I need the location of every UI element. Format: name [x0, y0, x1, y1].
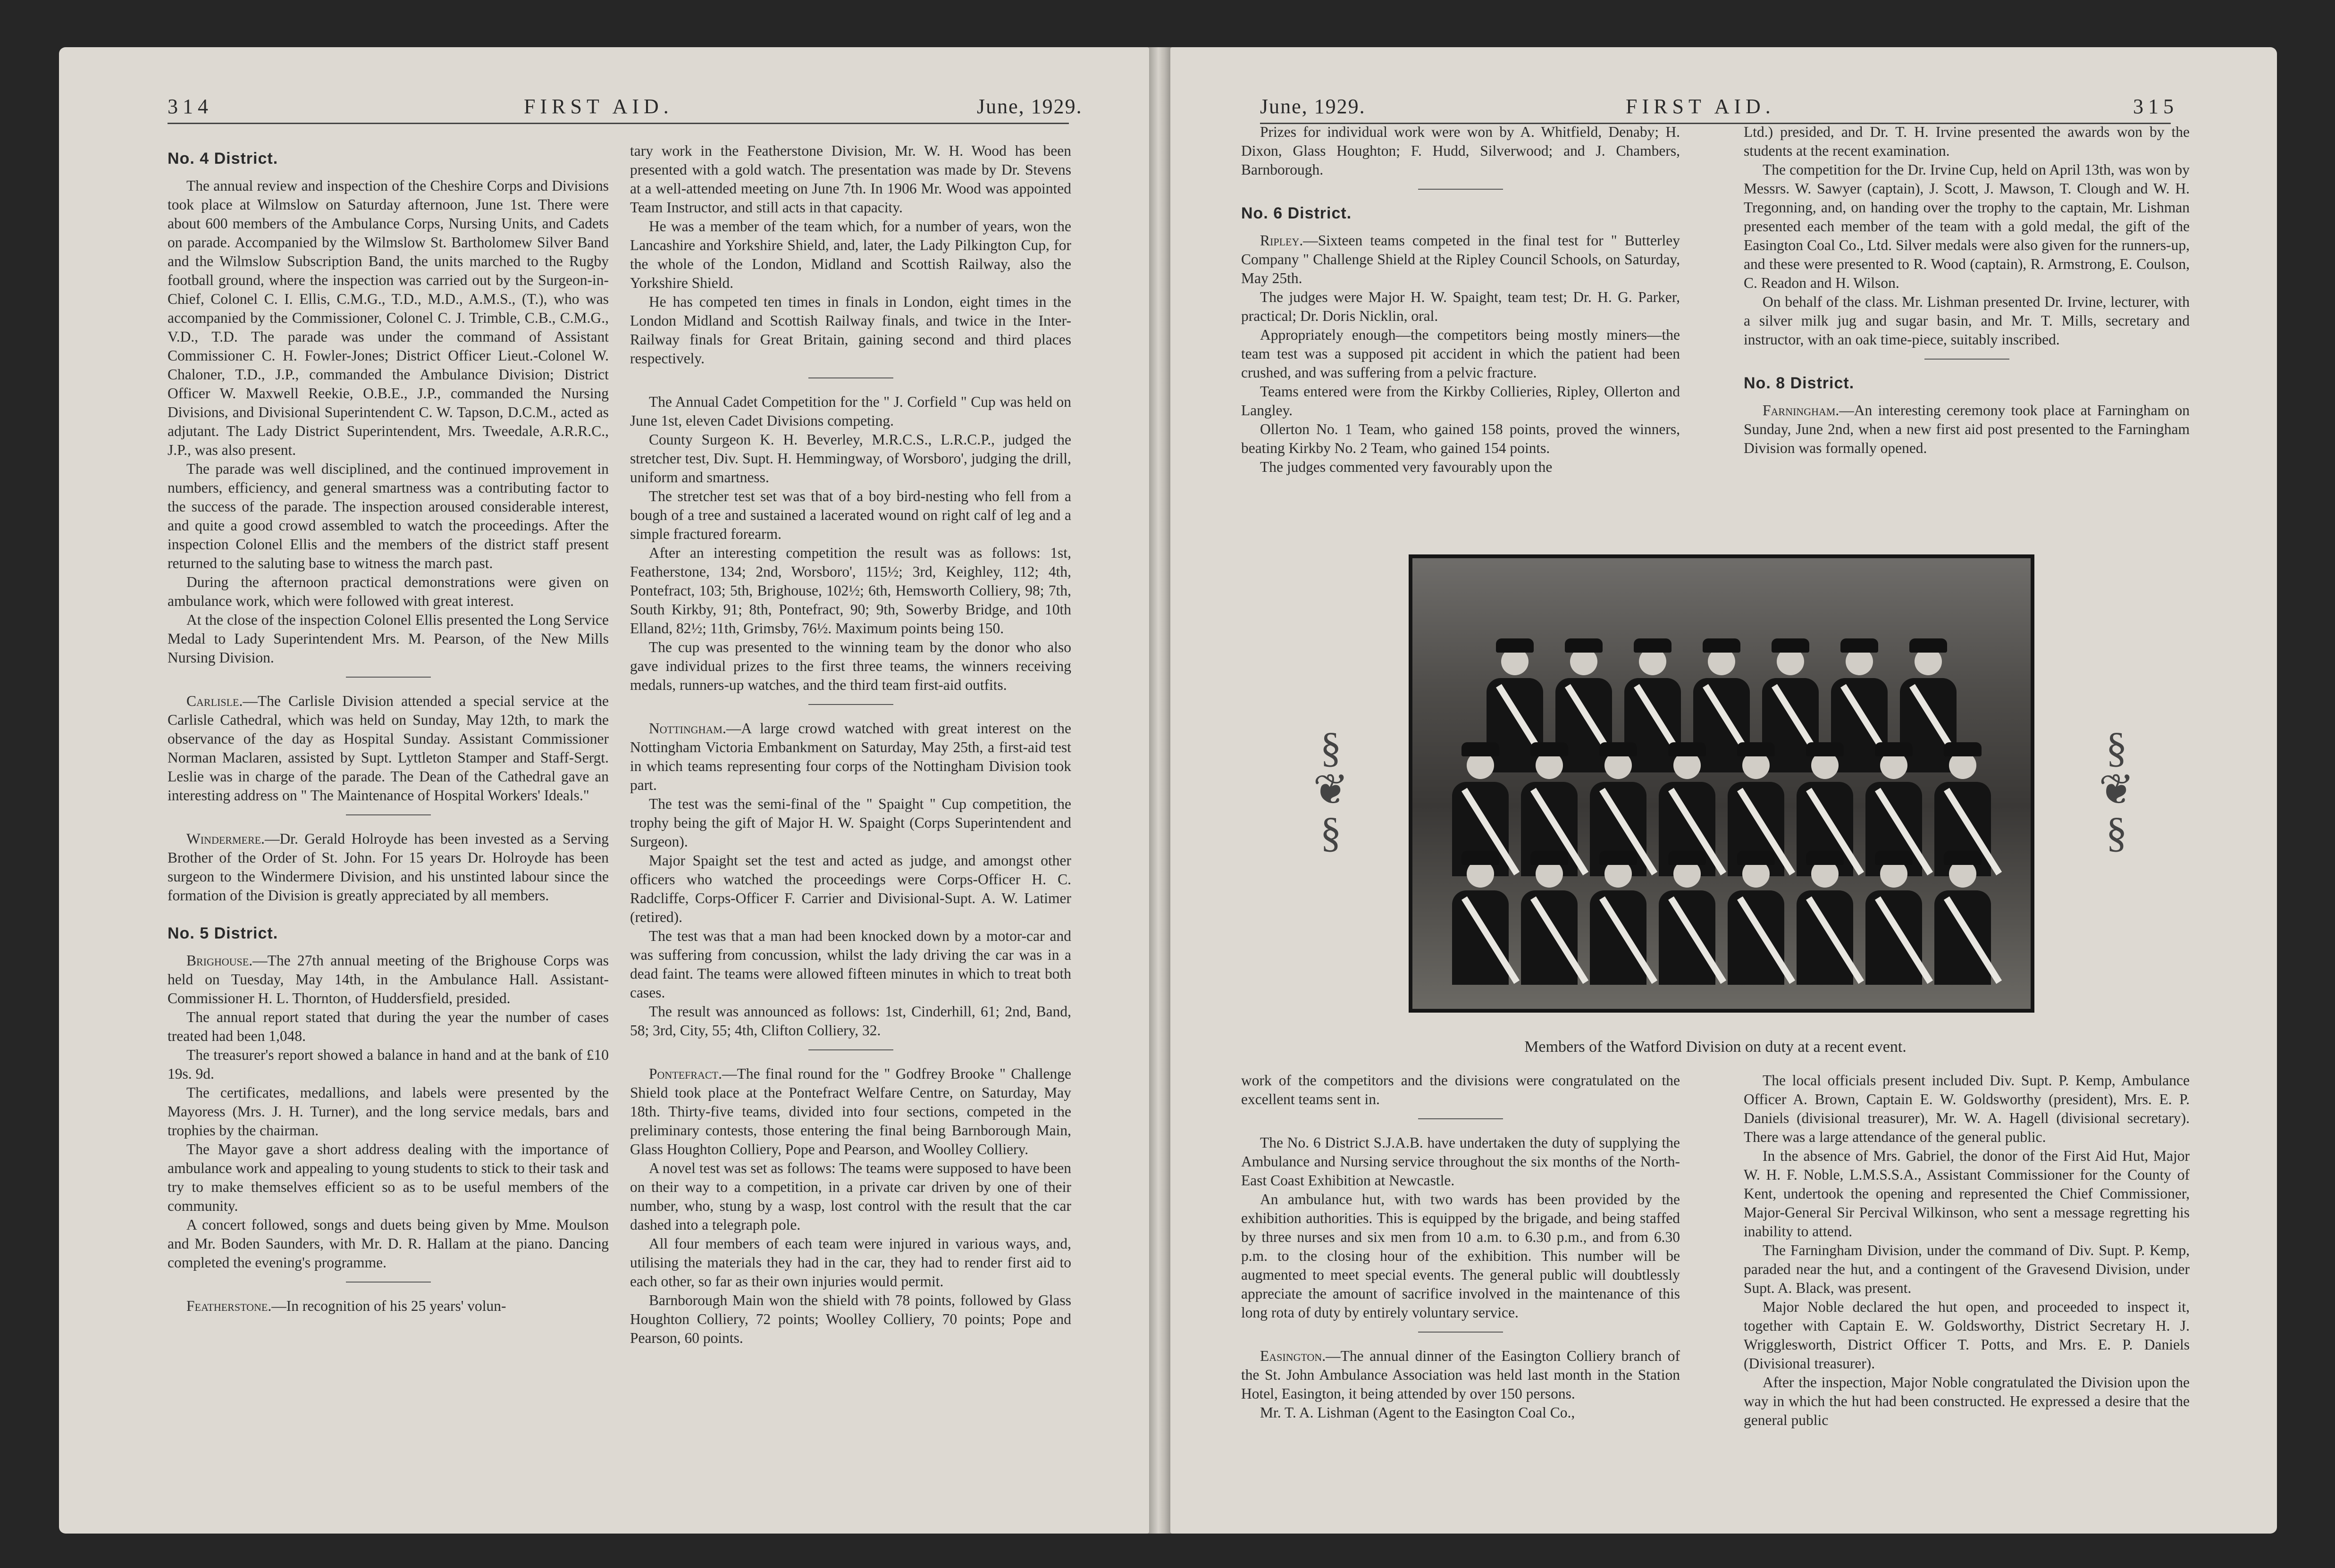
paragraph: A concert followed, songs and duets being given by Mme. Moulson and Mr. Boden Saunders, with Mr. D. R. Hallam at the piano. Dancing completed the evening's programme.: [168, 1216, 609, 1271]
sash: [1737, 897, 1795, 984]
figure: [1521, 851, 1578, 985]
paragraph: He was a member of the team which, for a number of years, won the Lancashire and Yorkshire Shield, and, later, the Lady Pilkington Cup, for the whole of the London, Midland and Scottish Railway, also the Yorkshire Shield.: [630, 218, 1071, 291]
cap: [1772, 638, 1809, 653]
journal-title-left: FIRST AID.: [524, 95, 673, 118]
uniform: [1865, 890, 1922, 985]
sash: [1461, 897, 1520, 984]
paragraph-text: —The final round for the " Godfrey Brooke " Challenge Shield took place at the Pontefract Welfare Centre, on Saturday, May 18th. Thirty-five teams, divided into four sections, competed in the preliminary contests, those entering the final being Barnborough Main, Glass Houghton Colliery, Pope and Pearson, and Woolley Colliery.: [630, 1065, 1071, 1157]
paragraph: The Annual Cadet Competition for the " J. Corfield " Cup was held on June 1st, eleven Cadet Divisions competing.: [630, 394, 1071, 429]
paragraph: In the absence of Mrs. Gabriel, the donor of the First Aid Hut, Major W. H. F. Noble, L.M.S.S.A., Assistant Commissioner for the County of Kent, undertook the opening and represented the Chief Commissioner, Major-General Sir Percival Wilkinson, who sent a message regretting his inability to attend.: [1744, 1148, 2190, 1240]
uniform: [1659, 890, 1715, 985]
sash: [1806, 897, 1864, 984]
uniform: [1728, 890, 1784, 985]
section-divider: [1418, 189, 1503, 190]
paragraph: County Surgeon K. H. Beverley, M.R.C.S., L.R.C.P., judged the stretcher test, Div. Supt. H. Hemmingway, of Worsboro', judging the drill, uniform and smartness.: [630, 431, 1071, 486]
paragraph-text: —An interesting ceremony took place at Farningham on Sunday, June 2nd, when a new first aid post presented to the Farningham Division was formally opened.: [1744, 402, 2190, 456]
cap: [1875, 851, 1913, 865]
right-column-3: [1241, 1071, 1680, 1422]
left-column-1: [168, 142, 609, 1316]
watford-division-photo: [1409, 554, 2034, 1013]
place-label: Farningham.: [1763, 402, 1839, 419]
paragraph: tary work in the Featherstone Division, Mr. W. H. Wood has been presented with a gold watch. The presentation was made by Dr. Stevens at a well-attended meeting on June 7th. In 1906 Mr. Wood was appointed Team Instructor, and still acts in that capacity.: [630, 143, 1071, 216]
district-4-heading: No. 4 District.: [168, 150, 278, 168]
section-divider: [808, 704, 893, 705]
left-column-2: [630, 142, 1071, 1348]
paragraph: A novel test was set as follows: The teams were supposed to have been on their way to a competition, in a private car driven by one of their number, who, stung by a wasp, lost control with the result that the car dashed into a telegraph pole.: [630, 1160, 1071, 1233]
issue-date-left: June, 1929.: [977, 95, 1083, 118]
cap: [1840, 638, 1878, 653]
cap: [1909, 638, 1947, 653]
easington-paragraph: [1241, 1347, 1680, 1403]
paragraph: He has competed ten times in finals in London, eight times in the London Midland and Scottish Railway finals, and twice in the Inter-Railway finals for Great Britain, gaining second and third places respectively.: [630, 293, 1071, 367]
sash: [1875, 897, 1933, 984]
paragraph: Teams entered were from the Kirkby Collieries, Ripley, Ollerton and Langley.: [1241, 383, 1680, 419]
section-divider: [808, 377, 893, 378]
book-spine: [1147, 47, 1173, 1534]
figure: [1934, 851, 1991, 985]
paragraph: The result was announced as follows: 1st, Cinderhill, 61; 2nd, Band, 58; 3rd, City, 55; 4th, Clifton Colliery, 32.: [630, 1003, 1071, 1039]
scroll-ornament-icon-right: § ❦ §: [2099, 724, 2134, 856]
paragraph: During the afternoon practical demonstrations were given on ambulance work, which were followed with great interest.: [168, 574, 609, 609]
cap: [1461, 851, 1499, 865]
right-column-2: [1744, 123, 2190, 458]
paragraph-text: —The 27th annual meeting of the Brighouse Corps was held on Tuesday, May 14th, in the Ambulance Hall. Assistant-Commissioner H. L. Thornton, of Huddersfield, presided.: [168, 952, 609, 1006]
section-divider: [346, 1282, 431, 1283]
cap: [1737, 742, 1775, 756]
cap: [1634, 638, 1671, 653]
cap: [1806, 851, 1844, 865]
scroll-ornament-icon-left: § ❦ §: [1313, 724, 1349, 856]
right-column-1: [1241, 123, 1680, 477]
paragraph: Major Noble declared the hut open, and proceeded to inspect it, together with Captain E. W. Goldsworthy, District Secretary H. J. Wrigglesworth, District Officer T. Potts, and Mrs. E. P. Daniels (Divisional treasurer).: [1744, 1299, 2190, 1372]
uniform: [1452, 890, 1509, 985]
section-divider: [808, 1049, 893, 1050]
paragraph: Ollerton No. 1 Team, who gained 158 points, proved the winners, beating Kirkby No. 2 Team, who gained 154 points.: [1241, 421, 1680, 456]
section-divider: [1924, 359, 2009, 360]
paragraph: The judges were Major H. W. Spaight, team test; Dr. H. G. Parker, practical; Dr. Doris Nicklin, oral.: [1241, 289, 1680, 324]
paragraph: The stretcher test set was that of a boy bird-nesting who fell from a bough of a tree and sustained a lacerated wound on right calf of leg and a simple fractured forearm.: [630, 488, 1071, 542]
paragraph: The local officials present included Div. Supt. P. Kemp, Ambulance Officer A. Brown, Captain E. W. Goldsworthy (president), Mrs. E. P. Daniels (divisional treasurer), Mr. W. A. Hagell (divisional secretary). There was a large attendance of the general public.: [1744, 1072, 2190, 1145]
paragraph: Ltd.) presided, and Dr. T. H. Irvine presented the awards won by the students at the recent examination.: [1744, 124, 2190, 159]
cap: [1496, 638, 1534, 653]
paragraph: The certificates, medallions, and labels were presented by the Mayoress (Mrs. J. H. Turner), and the long service medals, bars and trophies by the chairman.: [168, 1084, 609, 1139]
sash: [1944, 897, 2002, 984]
district-6-heading: No. 6 District.: [1241, 204, 1352, 222]
place-label: Easington.: [1260, 1348, 1326, 1364]
paragraph-text: —Dr. Gerald Holroyde has been invested as a Serving Brother of the Order of St. John. For 15 years Dr. Holroyde has been surgeon to the Windermere Division, and his unstinted labour since the formation of the Division is greatly appreciated by all members.: [168, 830, 609, 904]
figure: [1590, 851, 1646, 985]
photo-caption: Members of the Watford Division on duty at a recent event.: [1524, 1038, 1907, 1056]
paragraph: All four members of each team were injured in various ways, and, utilising the materials they had in the car, they had to render first aid to each other, so far as their own injuries would permit.: [630, 1235, 1071, 1290]
paragraph: The competition for the Dr. Irvine Cup, held on April 13th, was won by Messrs. W. Sawyer (captain), J. Scott, J. Mawson, T. Clough and W. H. Tregonning, and, on handing over the trophy to the captain, Mr. Lishman presented each member of the team with a gold medal, the gift of the Easington Coal Co., Ltd. Silver medals were also given for the runners-up, and these were presented to R. Wood (captain), R. Armstrong, E. Coulson, C. Readon and H. Wilson.: [1744, 161, 2190, 291]
cap: [1806, 742, 1844, 756]
sash: [1530, 897, 1588, 984]
uniform: [1934, 890, 1991, 985]
group-photograph: [1412, 558, 2031, 1009]
right-column-4: [1744, 1071, 2190, 1430]
farningham-paragraph: [1744, 401, 2190, 458]
place-label: Ripley.: [1260, 232, 1303, 249]
paragraph: The cup was presented to the winning team by the donor who also gave individual prizes to the first three teams, the winners receiving medals, runners-up watches, and the third team first-aid outfits.: [630, 639, 1071, 693]
paragraph: The annual review and inspection of the Cheshire Corps and Divisions took place at Wilmslow on Saturday afternoon, June 1st. There were about 600 members of the Ambulance Corps, Nursing Units, and Cadets on parade. Accompanied by the Wilmslow St. Bartholomew Silver Band and the Wilmslow Subscription Band, the units marched to the Rugby football ground, where the inspection was carried out by the Surgeon-in-Chief, Colonel C. I. Ellis, C.M.G., T.D., M.D., A.M.S., (T.), who was accompanied by the Commissioner, Colonel C. J. Trimble, C.B., C.M.G., V.D., T.D. The parade was under the command of Assistant Commissioner C. H. Fowler-Jones; District Officer Lieut.-Colonel W. Chaloner, T.D., J.P., commanded the Ambulance Division; District Officer W. Maxwell Reekie, O.B.E., J.P., commanded the Nursing Divisions, and Divisional Superintendent C. W. Tapson, D.C.M., acted as adjutant. The Lady District Superintendent, Mrs. Tweedale, A.R.R.C., J.P., was also present.: [168, 177, 609, 458]
brighouse-paragraph: [168, 951, 609, 1008]
windermere-paragraph: [168, 830, 609, 905]
paragraph-text: —A large crowd watched with great interest on the Nottingham Victoria Embankment on Saturday, May 25th, a first-aid test in which teams representing four corps of the Nottingham Division took part.: [630, 720, 1071, 793]
paragraph: Barnborough Main won the shield with 78 points, followed by Glass Houghton Colliery, 72 points; Woolley Colliery, 70 points; Pope and Pearson, 60 points.: [630, 1292, 1071, 1346]
cap: [1599, 851, 1637, 865]
left-running-head: [59, 94, 1149, 137]
issue-date-right: June, 1929.: [1260, 95, 1366, 118]
header-rule-left: [168, 123, 1069, 124]
paragraph: The No. 6 District S.J.A.B. have undertaken the duty of supplying the Ambulance and Nursing service throughout the six months of the North-East Coast Exhibition at Newcastle.: [1241, 1134, 1680, 1189]
featherstone-paragraph: [168, 1297, 609, 1316]
paragraph: Prizes for individual work were won by A. Whitfield, Denaby; H. Dixon, Glass Houghton; F. Hudd, Silverwood; and J. Chambers, Barnborough.: [1241, 124, 1680, 178]
photo-front-row: [1412, 851, 2031, 985]
paragraph-text: —The annual dinner of the Easington Colliery branch of the St. John Ambulance Association was held last month in the Station Hotel, Easington, it being attended by over 150 persons.: [1241, 1348, 1680, 1402]
figure: [1728, 851, 1784, 985]
cap: [1461, 742, 1499, 756]
cap: [1668, 851, 1706, 865]
cap: [1875, 742, 1913, 756]
section-divider: [346, 814, 431, 815]
figure: [1452, 851, 1509, 985]
paragraph: At the close of the inspection Colonel Ellis presented the Long Service Medal to Lady Superintendent Mrs. M. Pearson, of the New Mills Nursing Division.: [168, 612, 609, 666]
cap: [1944, 742, 1982, 756]
ripley-paragraph: [1241, 231, 1680, 288]
uniform: [1797, 890, 1853, 985]
cap: [1599, 742, 1637, 756]
cap: [1530, 851, 1568, 865]
nottingham-paragraph: [630, 719, 1071, 795]
paragraph: The test was that a man had been knocked down by a motor-car and was suffering from concussion, whilst the lady driving the car was in a dead faint. The teams were allowed fifteen minutes in which to treat both cases.: [630, 928, 1071, 1001]
uniform: [1590, 890, 1646, 985]
paragraph: The Farningham Division, under the command of Div. Supt. P. Kemp, paraded near the hut, and a contingent of the Gravesend Division, under Supt. A. Black, was present.: [1744, 1242, 2190, 1296]
uniform: [1521, 890, 1578, 985]
place-label: Carlisle.: [186, 693, 243, 709]
cap: [1565, 638, 1603, 653]
place-label: Windermere.: [186, 830, 265, 847]
paragraph: An ambulance hut, with two wards has been provided by the exhibition authorities. This is equipped by the brigade, and being staffed by three nurses and six men from 10 a.m. to 6.30 p.m., and from 6.30 p.m. to the closing hour of the exhibition. This number will be augmented to meet special events. The general public will doubtlessly appreciate the amount of sacrifice involved in the maintenance of this long rota of duty by entirely voluntary service.: [1241, 1191, 1680, 1321]
paragraph: Mr. T. A. Lishman (Agent to the Easington Coal Co.,: [1260, 1404, 1575, 1421]
section-divider: [1418, 1332, 1503, 1333]
paragraph: The Mayor gave a short address dealing with the importance of ambulance work and appealing to young students to stick to their task and try to make themselves efficient so as to be useful members of the community.: [168, 1141, 609, 1214]
paragraph: work of the competitors and the divisions were congratulated on the excellent teams sent in.: [1241, 1072, 1680, 1107]
paragraph: After the inspection, Major Noble congratulated the Division upon the way in which the hut had been constructed. He expressed a desire that the general public: [1744, 1374, 2190, 1428]
page-number-left: 314: [168, 95, 213, 118]
paragraph: After an interesting competition the result was as follows: 1st, Featherstone, 134; 2nd, Worsboro', 115½; 3rd, Keighley, 112; 4th, Pontefract, 103; 5th, Brighouse, 102½; 6th, Hemsworth Colliery, 98; 7th, South Kirkby, 91; 8th, Pontefract, 90; 9th, Sowerby Bridge, and 10th Elland, 82½; 11th, Grimsby, 76½. Maximum points being 150.: [630, 545, 1071, 637]
paragraph: The parade was well disciplined, and the continued improvement in numbers, efficiency, and general smartness was a contributing factor to the success of the parade. The inspection aroused considerable interest, and quite a good crowd assembled to watch the proceedings. After the inspection Colonel Ellis and the members of the district staff present returned to the saluting base to witness the march past.: [168, 461, 609, 571]
paragraph-text: —Sixteen teams competed in the final test for " Butterley Company " Challenge Shield at the Ripley Council Schools, on Saturday, May 25th.: [1241, 232, 1680, 286]
pontefract-paragraph: [630, 1065, 1071, 1159]
paragraph: The judges commented very favourably upon the: [1260, 459, 1553, 475]
sash: [1668, 897, 1726, 984]
figure: [1865, 851, 1922, 985]
left-page: [59, 47, 1149, 1534]
section-divider: [1418, 1118, 1503, 1119]
place-label: Featherstone.: [186, 1298, 272, 1314]
cap: [1737, 851, 1775, 865]
paragraph: Major Spaight set the test and acted as judge, and amongst other officers who watched the proceedings were Corps-Officer H. C. Radcliffe, Corps-Officer F. Carrier and Divisional-Supt. A. W. Latimer (retired).: [630, 852, 1071, 925]
district-8-heading: No. 8 District.: [1744, 374, 1855, 392]
place-label: Nottingham.: [649, 720, 726, 737]
paragraph: Appropriately enough—the competitors being mostly miners—the team test was a supposed pit accident in which the patient had been crushed, and was suffering from a pelvic fracture.: [1241, 327, 1680, 381]
paragraph: The test was the semi-final of the " Spaight " Cup competition, the trophy being the gift of Major H. W. Spaight (Corps Superintendent and Surgeon).: [630, 796, 1071, 850]
sash: [1599, 897, 1657, 984]
paragraph: The treasurer's report showed a balance in hand and at the bank of £10 19s. 9d.: [168, 1047, 609, 1082]
figure: [1659, 851, 1715, 985]
place-label: Brighouse.: [186, 952, 253, 969]
section-divider: [346, 677, 431, 678]
journal-title-right: FIRST AID.: [1626, 95, 1775, 118]
figure: [1797, 851, 1853, 985]
district-5-heading: No. 5 District.: [168, 924, 278, 942]
paragraph: On behalf of the class. Mr. Lishman presented Dr. Irvine, lecturer, with a silver milk jug and sugar basin, and Mr. T. Mills, secretary and instructor, with an oak time-piece, suitably inscribed.: [1744, 293, 2190, 348]
cap: [1944, 851, 1982, 865]
paragraph-text: —The Carlisle Division attended a special service at the Carlisle Cathedral, which was held on Sunday, May 12th, to mark the observance of the day as Hospital Sunday. Assistant Commissioner Norman Maclaren, assisted by Supt. Lyttleton Stamper and Staff-Sergt. Leslie was in charge of the parade. The Dean of the Cathedral gave an interesting address on " The Maintenance of Hospital Workers' Ideals.": [168, 693, 609, 804]
paragraph-text: —In recognition of his 25 years' volun-: [271, 1298, 506, 1314]
place-label: Pontefract.: [649, 1065, 722, 1082]
carlisle-paragraph: [168, 692, 609, 805]
paragraph: The annual report stated that during the year the number of cases treated had been 1,048.: [168, 1009, 609, 1044]
page-number-right: 315: [2133, 95, 2178, 118]
cap: [1530, 742, 1568, 756]
cap: [1703, 638, 1740, 653]
right-page: [1170, 47, 2277, 1534]
cap: [1668, 742, 1706, 756]
